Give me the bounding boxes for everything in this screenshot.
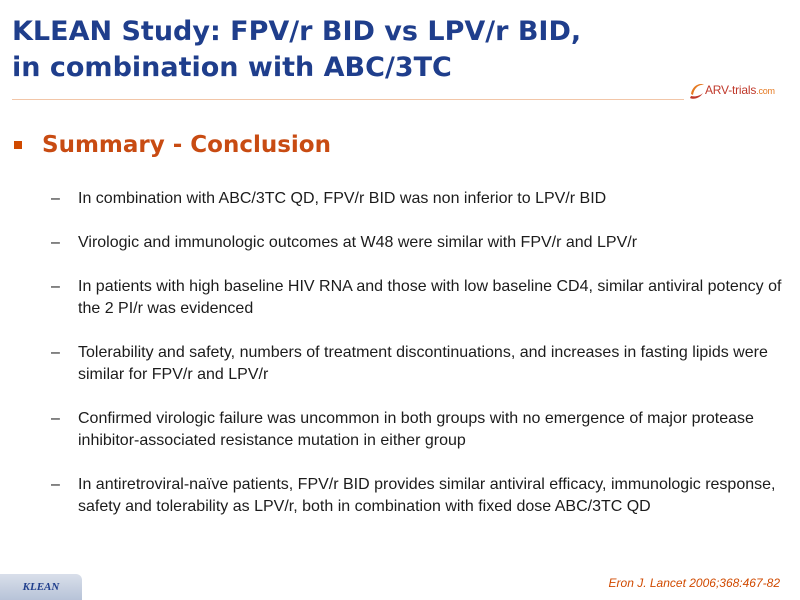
list-item bbox=[51, 232, 791, 254]
arv-trials-logo bbox=[688, 80, 792, 104]
logo-text-suffix: .com bbox=[756, 86, 775, 96]
list-item-text: Virologic and immunologic outcomes at W48 were similar with FPV/r and LPV/r bbox=[78, 234, 638, 251]
dash-bullet-icon: – bbox=[51, 344, 60, 361]
slide-title bbox=[12, 14, 612, 86]
section-heading bbox=[14, 132, 331, 158]
list-item-text: Confirmed virologic failure was uncommon in both groups with no emergence of major protease inhibitor-associated resistance mutation in either group bbox=[78, 410, 754, 449]
dash-bullet-icon: – bbox=[51, 278, 60, 295]
list-item bbox=[51, 408, 791, 452]
square-bullet-icon bbox=[14, 141, 22, 149]
dash-bullet-icon: – bbox=[51, 234, 60, 251]
section-heading-text: Summary - Conclusion bbox=[42, 132, 331, 158]
slide-title-line-1: KLEAN Study: FPV/r BID vs LPV/r BID, bbox=[12, 16, 582, 47]
list-item-text: Tolerability and safety, numbers of treatment discontinuations, and increases in fasting lipids were similar for FPV/r and LPV/r bbox=[78, 344, 768, 383]
dash-bullet-icon: – bbox=[51, 476, 60, 493]
list-item bbox=[51, 276, 791, 320]
study-tag bbox=[0, 574, 82, 600]
list-item-text: In combination with ABC/3TC QD, FPV/r BID was non inferior to LPV/r BID bbox=[78, 190, 607, 207]
list-item-text: In patients with high baseline HIV RNA and those with low baseline CD4, similar antiviral potency of the 2 PI/r was evidenced bbox=[78, 278, 782, 317]
list-item bbox=[51, 342, 791, 386]
slide-title-line-2: in combination with ABC/3TC bbox=[12, 52, 452, 83]
study-tag-label: KLEAN bbox=[22, 581, 60, 593]
list-item-text: In antiretroviral-naïve patients, FPV/r BID provides similar antiviral efficacy, immunologic response, safety and tolerability as LPV/r, both in combination with fixed dose ABC/3TC QD bbox=[78, 476, 776, 515]
title-divider bbox=[12, 99, 684, 100]
list-item bbox=[51, 188, 791, 210]
conclusion-list bbox=[51, 188, 791, 540]
dash-bullet-icon: – bbox=[51, 410, 60, 427]
list-item bbox=[51, 474, 791, 518]
logo-text bbox=[705, 83, 775, 97]
dash-bullet-icon: – bbox=[51, 190, 60, 207]
logo-swoosh-icon bbox=[688, 80, 706, 102]
citation: Eron J. Lancet 2006;368:467-82 bbox=[608, 576, 780, 590]
logo-text-main: ARV-trials bbox=[705, 83, 757, 97]
